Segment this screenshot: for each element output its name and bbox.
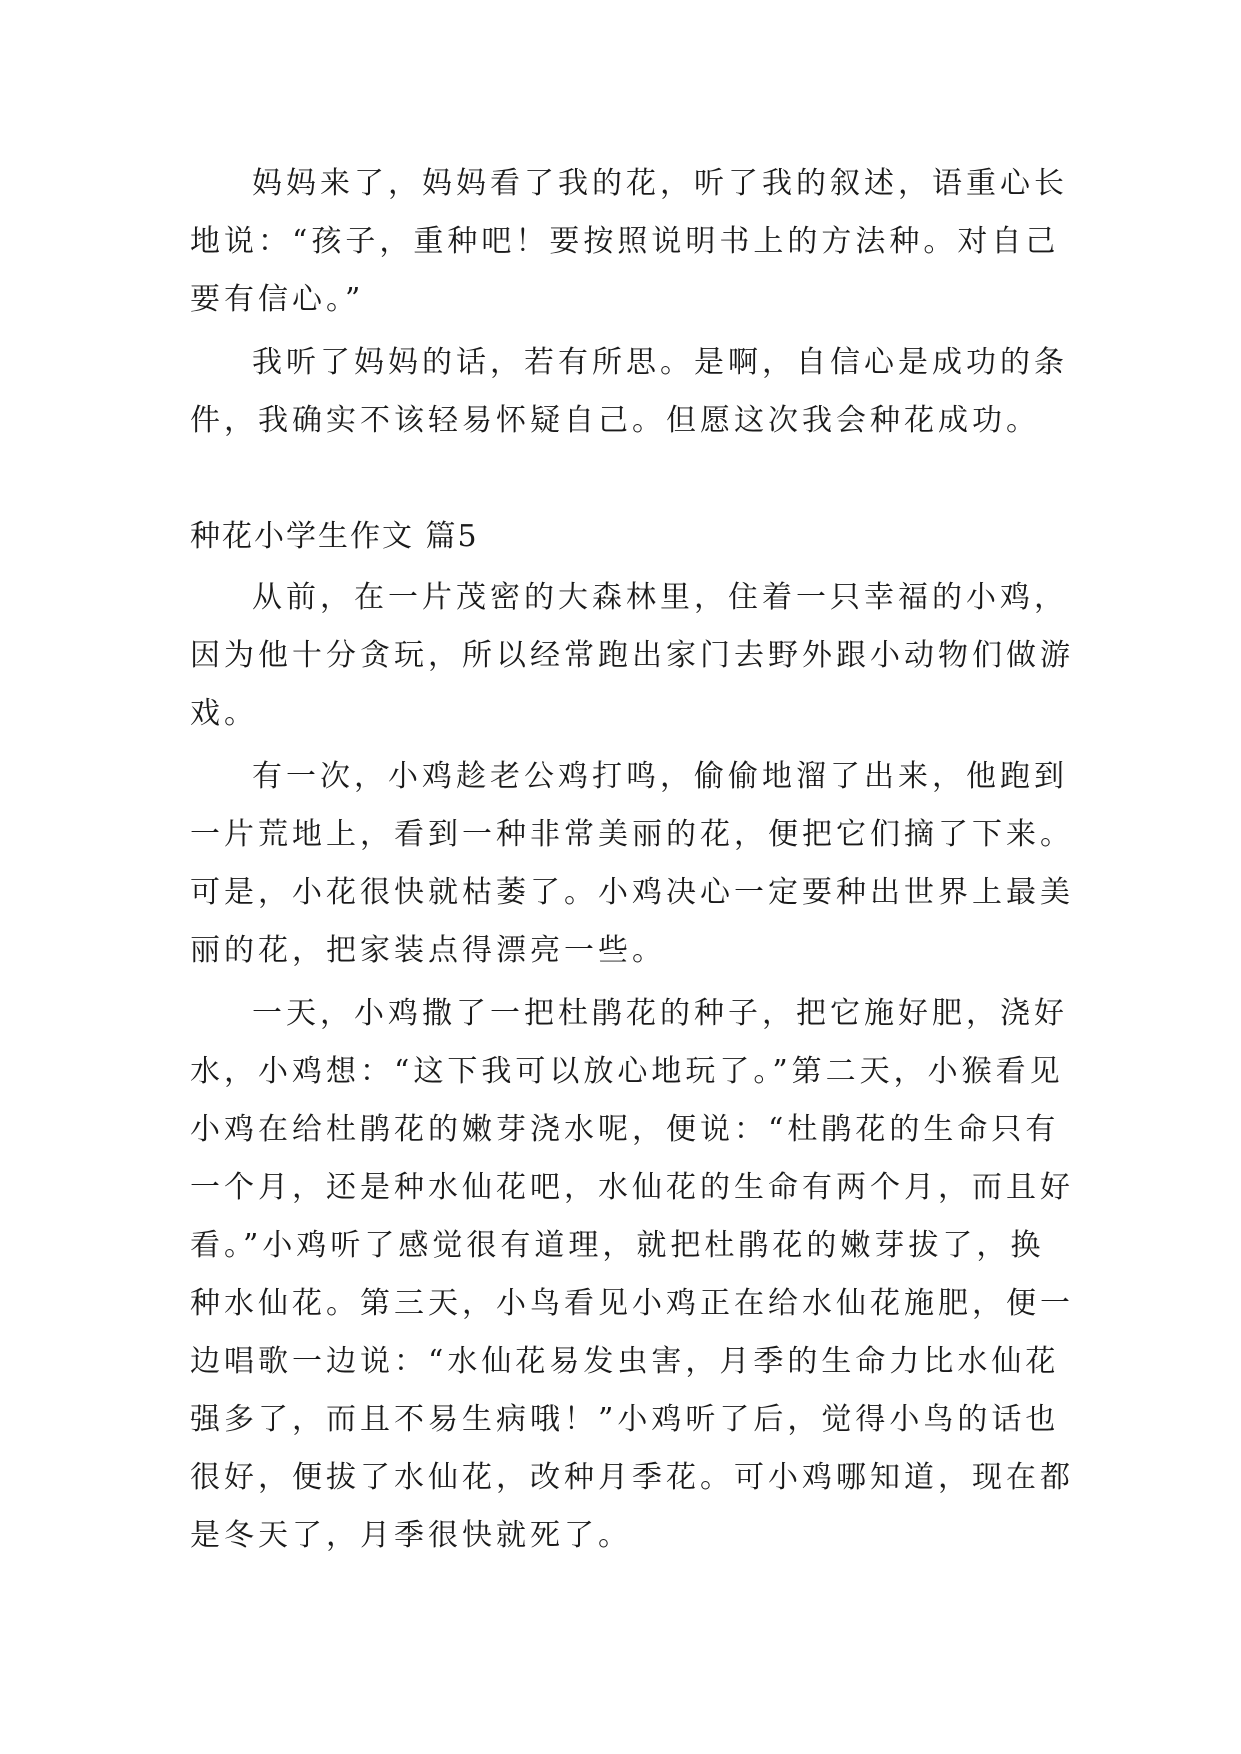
paragraph-4-line-3: 可是，小花很快就枯萎了。小鸡决心一定要种出世界上最美 (190, 875, 1074, 910)
paragraph-5-line-6: 种水仙花。第三天，小鸟看见小鸡正在给水仙花施肥，便一 (190, 1286, 1074, 1321)
paragraph-3-line-1: 从前，在一片茂密的大森林里，住着一只幸福的小鸡， (252, 580, 1068, 615)
paragraph-1-line-1: 妈妈来了，妈妈看了我的花，听了我的叙述，语重心长 (252, 166, 1068, 201)
paragraph-4-line-4: 丽的花，把家装点得漂亮一些。 (190, 933, 666, 968)
paragraph-4-line-1: 有一次，小鸡趁老公鸡打鸣，偷偷地溜了出来，他跑到 (252, 759, 1068, 794)
paragraph-4-line-2: 一片荒地上，看到一种非常美丽的花，便把它们摘了下来。 (190, 817, 1074, 852)
paragraph-5-line-4: 一个月，还是种水仙花吧，水仙花的生命有两个月，而且好 (190, 1170, 1074, 1205)
paragraph-5-line-2: 水，小鸡想：“这下我可以放心地玩了。”第二天，小猴看见 (190, 1054, 1064, 1089)
paragraph-5-line-3: 小鸡在给杜鹃花的嫩芽浇水呢，便说：“杜鹃花的生命只有 (190, 1112, 1060, 1147)
paragraph-1-line-3: 要有信心。” (190, 282, 365, 317)
paragraph-2-line-1: 我听了妈妈的话，若有所思。是啊，自信心是成功的条 (252, 345, 1068, 380)
paragraph-5-line-10: 是冬天了，月季很快就死了。 (190, 1518, 632, 1553)
paragraph-5-line-1: 一天，小鸡撒了一把杜鹃花的种子，把它施好肥，浇好 (252, 996, 1068, 1031)
paragraph-1-line-2: 地说：“孩子，重种吧！要按照说明书上的方法种。对自己 (190, 224, 1060, 259)
section-title: 种花小学生作文 篇5 (190, 519, 479, 554)
paragraph-5-line-9: 很好，便拔了水仙花，改种月季花。可小鸡哪知道，现在都 (190, 1460, 1074, 1495)
paragraph-3-line-3: 戏。 (190, 696, 258, 731)
paragraph-5-line-8: 强多了，而且不易生病哦！”小鸡听了后，觉得小鸟的话也 (190, 1402, 1060, 1437)
paragraph-3-line-2: 因为他十分贪玩，所以经常跑出家门去野外跟小动物们做游 (190, 638, 1074, 673)
paragraph-5-line-7: 边唱歌一边说：“水仙花易发虫害，月季的生命力比水仙花 (190, 1344, 1060, 1379)
paragraph-2-line-2: 件，我确实不该轻易怀疑自己。但愿这次我会种花成功。 (190, 403, 1040, 438)
paragraph-5-line-5: 看。”小鸡听了感觉很有道理，就把杜鹃花的嫩芽拔了，换 (190, 1228, 1045, 1263)
